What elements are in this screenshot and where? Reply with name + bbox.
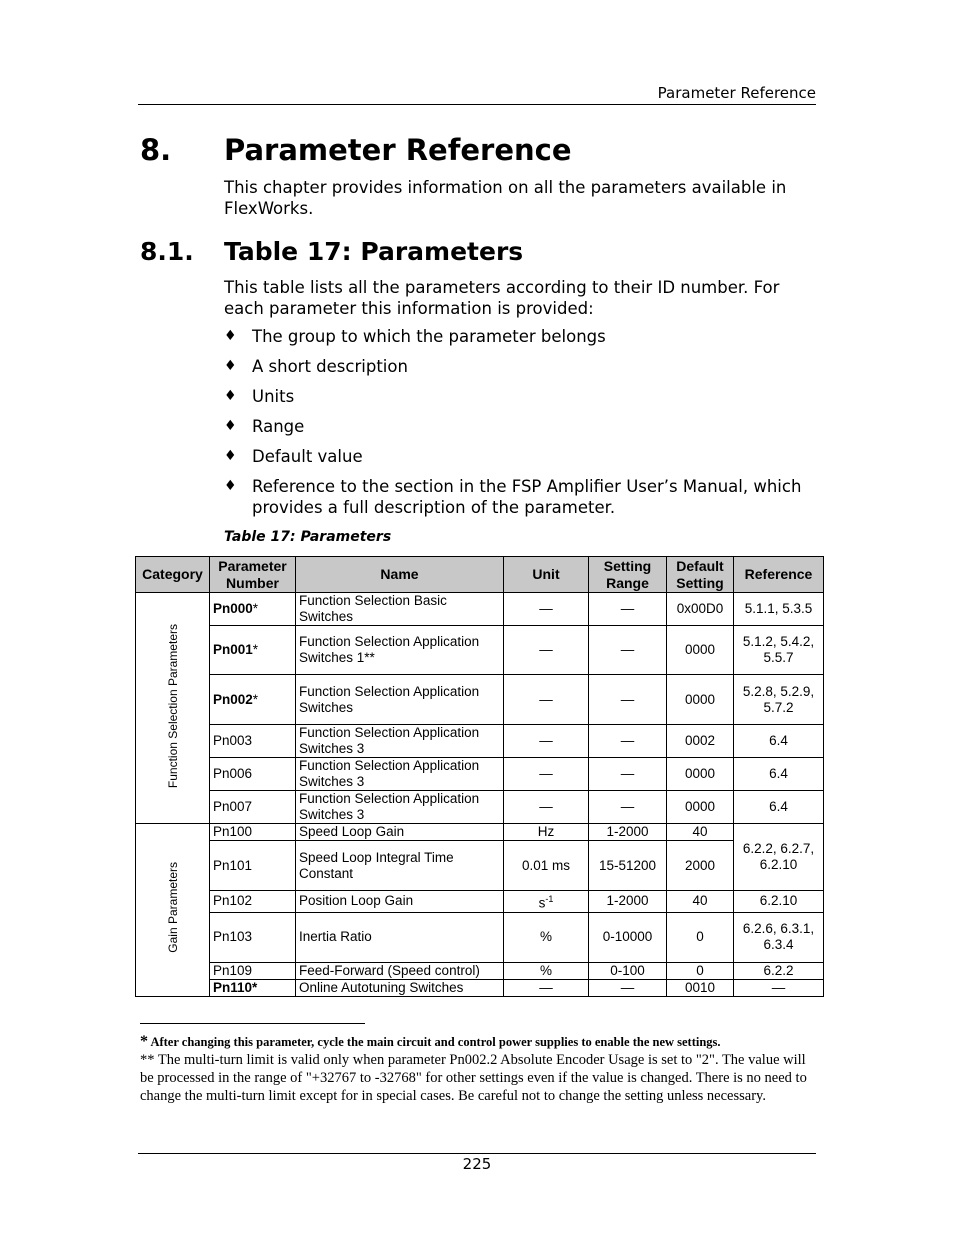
unit-cell: — (504, 626, 589, 675)
reference-cell: 6.2.10 (734, 891, 824, 913)
reference-cell: 6.4 (734, 725, 824, 758)
list-item: ♦ Default value (224, 447, 363, 466)
table-row (136, 912, 824, 962)
table-row (136, 791, 824, 824)
table-caption: Table 17: Parameters (224, 529, 392, 545)
range-cell: — (589, 675, 667, 725)
default-cell: 0000 (667, 675, 734, 725)
section-number: 8.1. (140, 237, 194, 266)
name-cell: Position Loop Gain (296, 891, 504, 913)
table-row (136, 758, 824, 791)
table-row (136, 593, 824, 626)
page-number: 225 (462, 1155, 492, 1173)
table-row (136, 841, 824, 891)
list-item: ♦ Range (224, 417, 305, 436)
reference-cell: 5.1.2, 5.4.2, 5.5.7 (734, 626, 824, 675)
default-cell: 0000 (667, 626, 734, 675)
list-item: ♦ A short description (224, 357, 408, 376)
reference-cell: 6.4 (734, 758, 824, 791)
diamond-bullet-icon: ♦ (224, 328, 237, 344)
parameter-number-cell: Pn103 (210, 912, 296, 962)
list-item: ♦ Units (224, 387, 295, 406)
unit-cell: — (504, 675, 589, 725)
category-cell (136, 824, 210, 997)
default-cell: 0 (667, 912, 734, 962)
range-cell: — (589, 593, 667, 626)
footnotes (140, 1033, 816, 1105)
table-row (136, 824, 824, 841)
default-cell: 40 (667, 891, 734, 913)
default-cell: 2000 (667, 841, 734, 891)
parameter-number-cell: Pn000* (210, 593, 296, 626)
column-header-setting-range: Setting Range (589, 557, 667, 593)
range-cell: — (589, 725, 667, 758)
footnote-1: * After changing this parameter, cycle the main circuit and control power supplies to enable the new settings. (140, 1033, 721, 1050)
parameter-number-cell: Pn003 (210, 725, 296, 758)
default-cell: 0010 (667, 979, 734, 996)
column-header-reference: Reference (734, 557, 824, 593)
table-row (136, 675, 824, 725)
reference-cell: — (734, 979, 824, 996)
parameter-number-cell: Pn007 (210, 791, 296, 824)
diamond-bullet-icon: ♦ (224, 448, 237, 464)
unit-cell: % (504, 912, 589, 962)
range-cell: 1-2000 (589, 824, 667, 841)
unit-cell: — (504, 979, 589, 996)
range-cell: 15-51200 (589, 841, 667, 891)
reference-cell: 5.2.8, 5.2.9, 5.7.2 (734, 675, 824, 725)
unit-cell: % (504, 962, 589, 979)
diamond-bullet-icon: ♦ (224, 418, 237, 434)
range-cell: 0-100 (589, 962, 667, 979)
unit-cell: — (504, 725, 589, 758)
name-cell: Inertia Ratio (296, 912, 504, 962)
reference-cell: 6.2.2 (734, 962, 824, 979)
parameter-number-cell: Pn102 (210, 891, 296, 913)
name-cell: Function Selection Application Switches 3 (296, 791, 504, 824)
unit-cell: Hz (504, 824, 589, 841)
name-cell: Function Selection Application Switches 3 (296, 758, 504, 791)
diamond-bullet-icon: ♦ (224, 358, 237, 374)
diamond-bullet-icon: ♦ (224, 478, 237, 494)
table-row (136, 962, 824, 979)
name-cell: Feed-Forward (Speed control) (296, 962, 504, 979)
info-bullet-list (224, 326, 816, 527)
default-cell: 40 (667, 824, 734, 841)
default-cell: 0000 (667, 791, 734, 824)
reference-cell: 6.4 (734, 791, 824, 824)
parameter-number-cell: Pn100 (210, 824, 296, 841)
chapter-title: Parameter Reference (224, 133, 572, 167)
table-row (136, 626, 824, 675)
unit-cell: — (504, 791, 589, 824)
reference-cell: 5.1.1, 5.3.5 (734, 593, 824, 626)
column-header-unit: Unit (504, 557, 589, 593)
column-header-name: Name (296, 557, 504, 593)
range-cell: — (589, 791, 667, 824)
table-header-row (136, 557, 824, 593)
footer-rule (138, 1153, 816, 1154)
default-cell: 0000 (667, 758, 734, 791)
table-row (136, 979, 824, 996)
table-row (136, 891, 824, 913)
unit-cell: $s^{-1}$ (504, 891, 589, 913)
column-header-parameter-number: Parameter Number (210, 557, 296, 593)
parameter-number-cell: Pn101 (210, 841, 296, 891)
unit-cell: 0.01 ms (504, 841, 589, 891)
unit-cell: — (504, 758, 589, 791)
name-cell: Function Selection Application Switches 3 (296, 725, 504, 758)
diamond-bullet-icon: ♦ (224, 388, 237, 404)
section-title: Table 17: Parameters (224, 237, 524, 266)
name-cell: Speed Loop Integral Time Constant (296, 841, 504, 891)
section-intro: This table lists all the parameters according to their ID number. For each parameter this information is provided: (224, 278, 780, 318)
category-cell (136, 593, 210, 824)
header-rule (138, 104, 816, 105)
list-item: ♦ The group to which the parameter belongs (224, 327, 606, 346)
name-cell: Online Autotuning Switches (296, 979, 504, 996)
default-cell: 0002 (667, 725, 734, 758)
default-cell: 0x00D0 (667, 593, 734, 626)
range-cell: — (589, 758, 667, 791)
running-header: Parameter Reference (657, 84, 816, 102)
column-header-default-setting: Default Setting (667, 557, 734, 593)
parameter-number-cell: Pn110* (210, 979, 296, 996)
range-cell: — (589, 979, 667, 996)
name-cell: Function Selection Basic Switches (296, 593, 504, 626)
chapter-number: 8. (140, 133, 172, 167)
parameter-number-cell: Pn109 (210, 962, 296, 979)
name-cell: Function Selection Application Switches 1** (296, 626, 504, 675)
footnote-2: ** The multi-turn limit is valid only when parameter Pn002.2 Absolute Encoder Usage is set to "2". The value will be processed in the range of "+32767 to -32768" for other settings even if the value is changed. There is no need to change the multi-turn limit except for in special cases. Be careful not to change the setting unless necessary. (140, 1052, 807, 1104)
range-cell: 1-2000 (589, 891, 667, 913)
footnote-rule (140, 1023, 365, 1024)
parameters-table (135, 556, 824, 997)
category-label: Function Selection Parameters (165, 623, 180, 789)
name-cell: Function Selection Application Switches (296, 675, 504, 725)
range-cell: — (589, 626, 667, 675)
reference-cell: 6.2.6, 6.3.1, 6.3.4 (734, 912, 824, 962)
parameter-number-cell: Pn002* (210, 675, 296, 725)
range-cell: 0-10000 (589, 912, 667, 962)
name-cell: Speed Loop Gain (296, 824, 504, 841)
list-item: ♦ Reference to the section in the FSP Amplifier User’s Manual, which provides a full description of the parameter. (224, 477, 802, 517)
chapter-intro: This chapter provides information on all the parameters available in FlexWorks. (224, 178, 787, 218)
parameter-number-cell: Pn001* (210, 626, 296, 675)
reference-cell: 6.2.2, 6.2.7, 6.2.10 (734, 824, 824, 891)
table-row (136, 725, 824, 758)
unit-cell: — (504, 593, 589, 626)
default-cell: 0 (667, 962, 734, 979)
category-label: Gain Parameters (165, 862, 180, 954)
parameter-number-cell: Pn006 (210, 758, 296, 791)
asterisk-icon: * (140, 1033, 148, 1050)
column-header-category: Category (136, 557, 210, 593)
